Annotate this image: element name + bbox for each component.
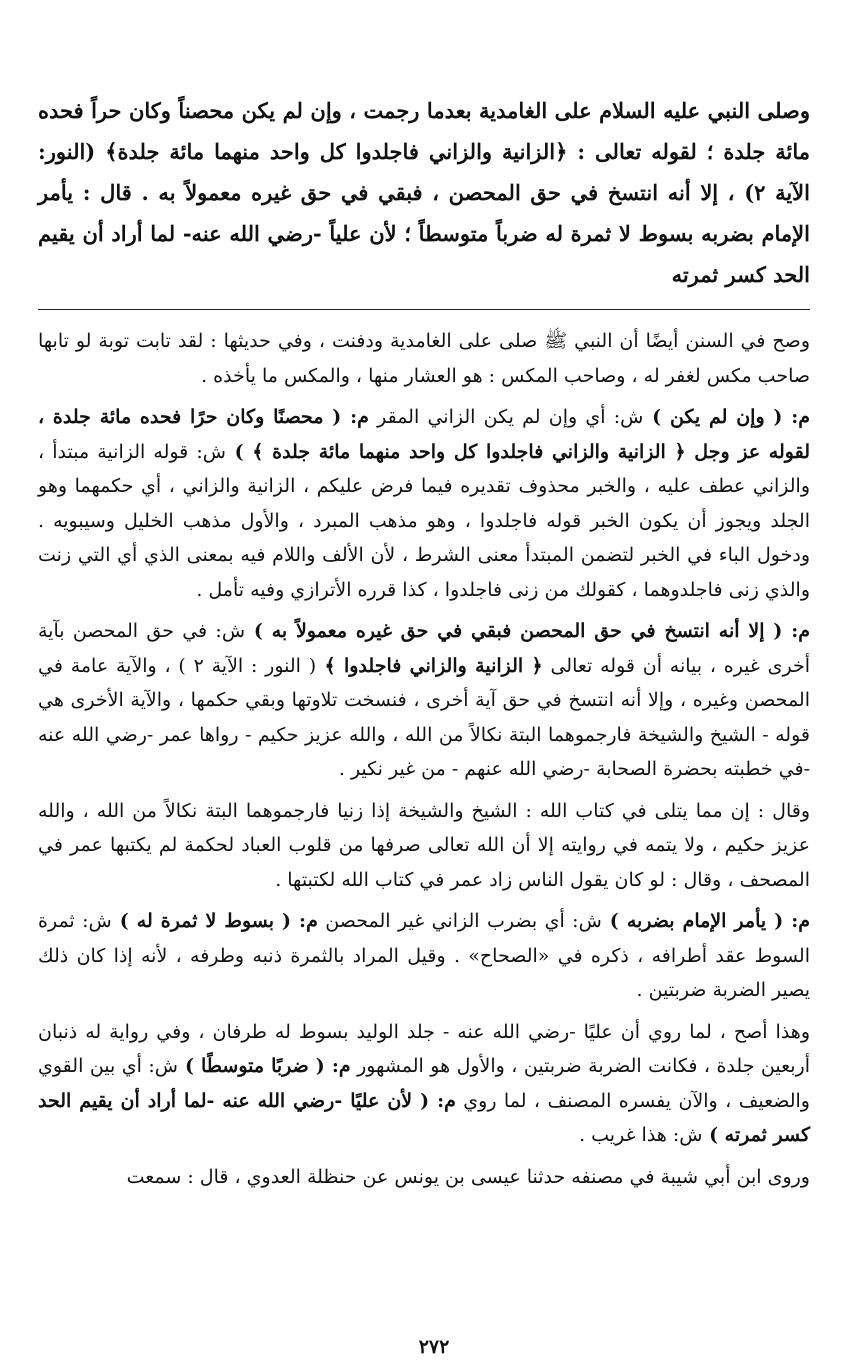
commentary-text: وقال : إن مما يتلى في كتاب الله : الشيخ والشيخة إذا زنيا فارجموهما البتة نكالاً من الله ، والله عزيز حكيم ، ولا يتمه في روايته إلا أن الله تعالى صرفها من قلوب العباد لحكمة لم يكتبها عمر في المصحف ، وقال : لو كان يقول الناس زاد عمر في كتاب الله لكتبتها .: [38, 799, 810, 891]
page-number: ٢٧٢: [418, 1336, 450, 1358]
commentary-text: ش: أي بضرب الزاني غير المحصن: [317, 910, 602, 932]
matn-quote: م: ( محصنًا وكان حرًا فحده مائة جلدة ، لقوله عز وجل ﴿ الزانية والزاني فاجلدوا كل واحد منهما مائة جلدة ﴾ ): [38, 406, 810, 463]
commentary-text: وصح في السنن أيضًا أن النبي ﷺ صلى على الغامدية ودفنت ، وفي حديثها : لقد تابت توبة لو تابها صاحب مكس لغفر له ، وصاحب المكس : هو العشار منها ، والمكس ما يأخذه .: [38, 330, 810, 387]
commentary-paragraph: [38, 794, 810, 898]
commentary-text: ( النور : الآية ٢ ) ، والآية عامة في المحصن وغيره ، وإلا أنه انتسخ في حق آية أخرى ، فنسخت تلاوتها وبقي حكمها ، والآية الأخرى هي قوله - الشيخ والشيخة فارجموهما البتة نكالاً من الله ، والله عزيز حكيم - رواها عمر -رضي الله عنه -في خطبته بحضرة الصحابة -رضي الله عنهم - من غير نكير .: [38, 654, 810, 780]
commentary-paragraph: [38, 400, 810, 607]
commentary-text: ش: قوله الزانية مبتدأ ، والزاني عطف عليه ، والخبر محذوف تقديره فيما فرض عليكم ، الزانية والزاني ، أي حكمهما وهو الجلد ويجوز أن يكون الخبر قوله فاجلدوا ، وهو مذهب المبرد ، والأول مذهب الخليل وسيبويه . ودخول الباء في الخبر لتضمن المبتدأ معنى الشرط ، لأن الألف واللام فيه بمعنى الذي أي التي زنت والذي زنى فاجلدوهما ، كقولك من زنى فاجلدوا ، كذا قرره الأترازي وفيه تأمل .: [38, 440, 810, 601]
commentary-text: ش: ثمرة السوط عقد أطرافه ، ذكره في «الصحاح» . وقيل المراد بالثمرة ذنبه وطرفه ، لأنه إذا كان ذلك يصير الضربة ضربتين .: [38, 910, 810, 1001]
book-page: [38, 90, 810, 1201]
commentary-text: وهذا أصح ، لما روي أن عليًا -رضي الله عنه - جلد الوليد بسوط له طرفان ، وفي رواية له ذنبان أربعين جلدة ، فكانت الضربة ضربتين ، والأول هو المشهور: [38, 1020, 811, 1077]
commentary-paragraph: [38, 1160, 810, 1195]
matn-quote: م: ( بسوط لا ثمرة له ): [111, 910, 318, 932]
commentary-paragraph: [38, 904, 810, 1008]
commentary-text: ش: هذا غريب .: [579, 1124, 703, 1146]
commentary-block: [38, 324, 810, 1194]
separator-line: [38, 309, 810, 310]
matn-quote: ﴿ الزانية والزاني فاجلدوا ﴾: [316, 654, 543, 677]
matn-quote: م: ( وإن لم يكن ): [643, 406, 810, 428]
matn-quote: م: ( يأمر الإمام بضربه ): [601, 910, 810, 932]
main-text-paragraph: وصلى النبي عليه السلام على الغامدية بعدما رجمت ، وإن لم يكن محصناً وكان حراً فحده مائة جلدة ؛ لقوله تعالى : ﴿الزانية والزاني فاجلدوا كل واحد منهما مائة جلدة﴾ (النور: الآية ٢) ، إلا أنه انتسخ في حق المحصن ، فبقي في حق غيره معمولاً به . قال : يأمر الإمام بضربه بسوط لا ثمرة له ضرباً متوسطاً ؛ لأن علياً -رضي الله عنه- لما أراد أن يقيم الحد كسر ثمرته: [38, 98, 810, 287]
commentary-text: ش: في حق المحصن بآية أخرى غيره ، بيانه أن قوله تعالى: [38, 620, 811, 677]
commentary-paragraph: [38, 324, 810, 393]
commentary-paragraph: [38, 1015, 810, 1153]
matn-quote: م: ( ضربًا متوسطًا ): [177, 1055, 351, 1077]
commentary-paragraph: [38, 614, 810, 787]
commentary-text: وروى ابن أبي شيبة في مصنفه حدثنا عيسى بن يونس عن حنظلة العدوي ، قال : سمعت: [126, 1165, 810, 1188]
commentary-text: ش: أي بين القوي والضعيف ، والآن يفسره المصنف ، لما روي: [38, 1055, 810, 1112]
matn-quote: م: ( إلا أنه انتسخ في حق المحصن فبقي في حق غيره معمولاً به ): [245, 620, 810, 642]
commentary-text: ش: أي وإن لم يكن الزاني المقر: [368, 406, 644, 428]
matn-quote: م: ( لأن عليًا -رضي الله عنه -لما أراد أن يقيم الحد كسر ثمرته ): [38, 1089, 810, 1146]
main-text-block: [38, 90, 810, 295]
